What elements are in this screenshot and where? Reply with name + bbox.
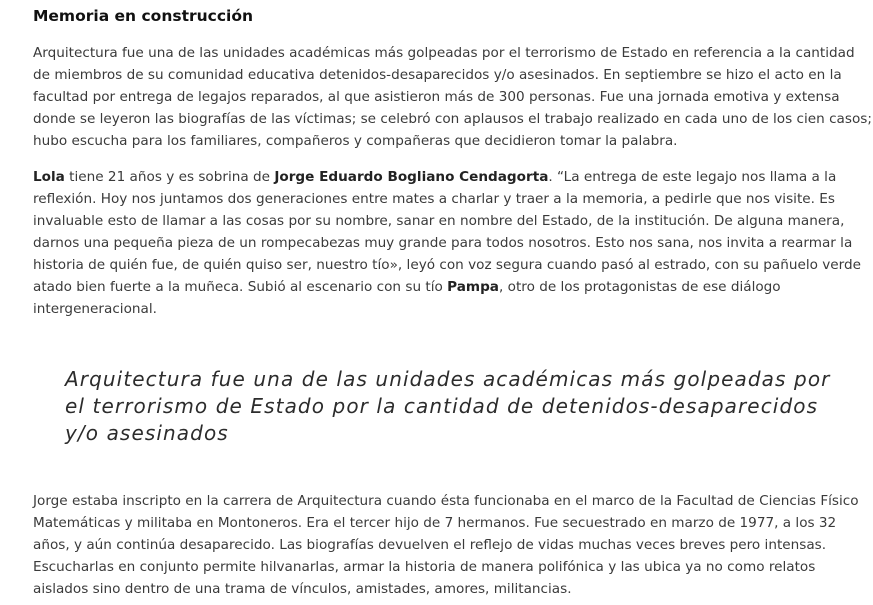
paragraph-line: de miembros de su comunidad educativa detenidos-desaparecidos y/o asesinados. En septiembre se hizo el acto en la	[33, 67, 842, 83]
paragraph-lola-quote	[33, 166, 862, 320]
person-name-pampa: Pampa	[447, 279, 499, 295]
paragraph-line: Escucharlas en conjunto permite hilvanarlas, armar la historia de manera polifónica y las ubica ya no como relatos	[33, 559, 816, 575]
paragraph-line: hubo escucha para los familiares, compañeros y compañeras que decidieron tomar la palabra.	[33, 133, 678, 149]
paragraph-line: invaluable esto de llamar a las cosas por su nombre, sanar en nombre del Estado, de la institución. De alguna manera,	[33, 213, 845, 229]
paragraph-line	[33, 276, 853, 298]
text-fragment: , otro de los protagonistas de ese diálogo	[498, 279, 781, 295]
paragraph-line: años, y aún continúa desaparecido. Las biografías devuelven el reflejo de vidas muchas veces breves pero intensas.	[33, 537, 827, 553]
person-name-lola: Lola	[33, 169, 65, 185]
pull-quote-line: y/o asesinados	[65, 421, 229, 445]
text-fragment: tiene 21 años y es sobrina de	[64, 169, 275, 185]
text-fragment: . “La entrega de este legajo nos llama a la	[548, 169, 837, 185]
paragraph-line: historia de quién fue, de quién quiso ser, nuestro tío», leyó con voz segura cuando pasó al estrado, con su pañuelo verde	[33, 257, 862, 273]
paragraph-line: Matemáticas y militaba en Montoneros. Era el tercer hijo de 7 hermanos. Fue secuestrado en marzo de 1977, a los 32	[33, 515, 837, 531]
paragraph-line: reflexión. Hoy nos juntamos dos generaciones entre mates a charlar y traer a la memoria, a pedirle que nos visite. Es	[33, 191, 835, 207]
pull-quote-line: el terrorismo de Estado por la cantidad de detenidos-desaparecidos	[65, 394, 819, 418]
text-fragment: atado bien fuerte a la muñeca. Subió al escenario con su tío	[33, 279, 448, 295]
paragraph-line: Jorge estaba inscripto en la carrera de Arquitectura cuando ésta funcionaba en el marco de la Facultad de Ciencias Físico	[33, 493, 859, 509]
paragraph-line: darnos una pequeña pieza de un rompecabezas muy grande para todos nosotros. Esto nos sana, nos invita a rearmar la	[33, 235, 853, 251]
paragraph-line: Arquitectura fue una de las unidades académicas más golpeadas por el terrorismo de Estado en referencia a la cantidad	[33, 45, 855, 61]
person-name-jorge: Jorge Eduardo Bogliano Cendagorta	[274, 169, 549, 185]
paragraph-line: aislados sino dentro de una trama de vínculos, amistades, amores, militancias.	[33, 581, 572, 597]
section-heading: Memoria en construcción	[33, 7, 254, 25]
paragraph-line: facultad por entrega de legajos reparados, al que asistieron más de 300 personas. Fue una jornada emotiva y extensa	[33, 89, 840, 105]
paragraph-line: intergeneracional.	[33, 301, 157, 317]
paragraph-intro	[33, 42, 872, 152]
paragraph-jorge-bio	[33, 490, 859, 600]
pull-quote	[65, 366, 845, 447]
pull-quote-line: Arquitectura fue una de las unidades académicas más golpeadas por	[65, 367, 831, 391]
paragraph-line	[33, 166, 853, 188]
paragraph-line: donde se leyeron las biografías de las víctimas; se celebró con aplausos el trabajo realizado en cada uno de los cien casos;	[33, 111, 872, 127]
